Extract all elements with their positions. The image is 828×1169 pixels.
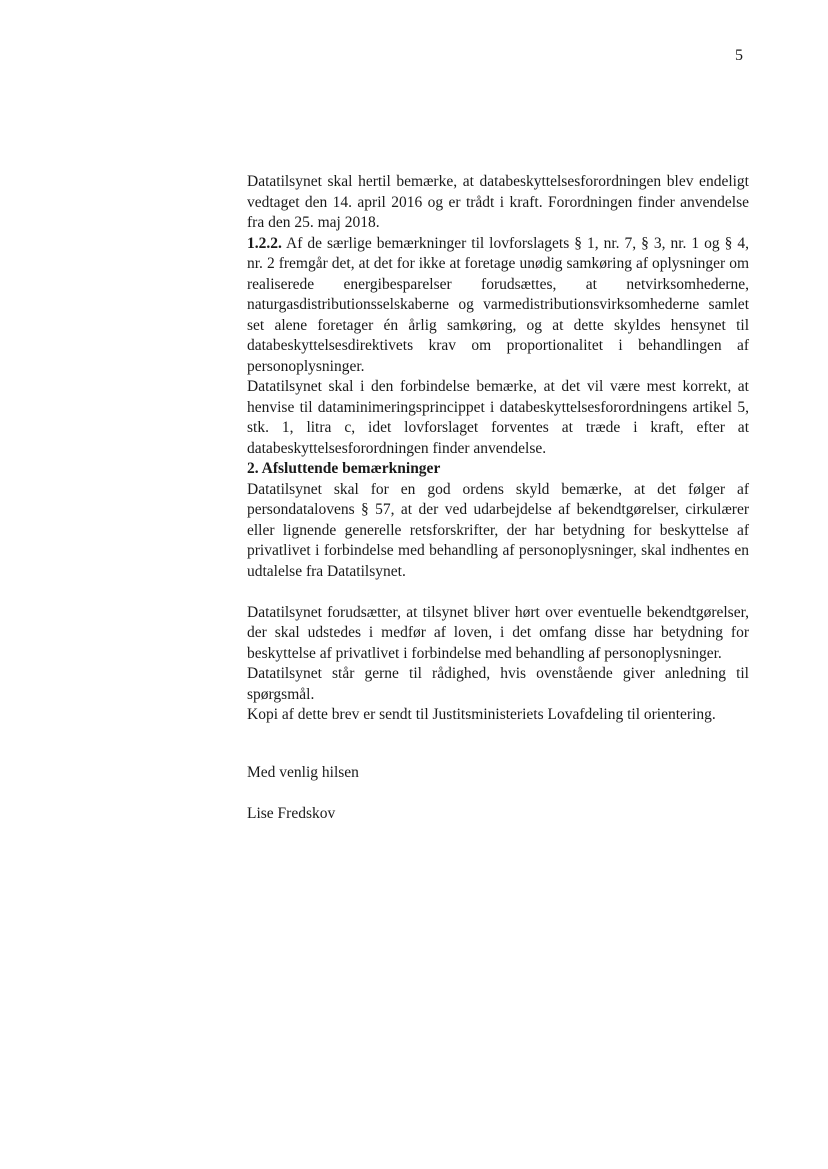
paragraph-dataminimering: Datatilsynet skal i den forbindelse bemærke, at det vil være mest korrekt, at henvise til dataminimeringsprincippet i databeskyttelsesforordningens artikel 5, stk. 1, litra c, idet lovforslaget forventes at træde i kraft, efter at databeskyttelsesforordningen finder anvendelse. <box>247 378 749 457</box>
paragraph-kopi: Kopi af dette brev er sendt til Justitsministeriets Lovafdeling til orientering. <box>247 706 716 723</box>
paragraph-raadighed: Datatilsynet står gerne til rådighed, hvis ovenstående giver anledning til spørgsmål. <box>247 665 749 703</box>
section-heading: 2. Afsluttende bemærkninger <box>247 460 441 477</box>
signature-name: Lise Fredskov <box>247 805 336 822</box>
section-closing-remarks <box>247 459 749 582</box>
section-number: 1.2.2. <box>247 234 282 252</box>
paragraph-1-2-2 <box>247 234 749 378</box>
paragraph-hoering: Datatilsynet forudsætter, at tilsynet bliver hørt over eventuelle bekendtgørelser, der skal udstedes i medfør af loven, i det omfang disse har betydning for beskyttelse af privatlivet i forbindelse med behandling af personoplysninger. <box>247 603 749 662</box>
letter-body <box>247 172 749 846</box>
paragraph-persondataloven: Datatilsynet skal for en god ordens skyld bemærke, at det følger af persondatalovens § 57, at der ved udarbejdelse af bekendtgørelser, cirkulærer eller lignende generelle retsforskrifter, der har betydning for beskyttelse af privatlivet i forbindelse med behandling af personoplysninger, skal indhentes en udtalelse fra Datatilsynet. <box>247 480 749 580</box>
paragraph-forordning: Datatilsynet skal hertil bemærke, at databeskyttelsesforordningen blev endeligt vedtaget den 14. april 2016 og er trådt i kraft. Forordningen finder anvendelse fra den 25. maj 2018. <box>247 173 749 231</box>
paragraph-1-2-2-text: Af de særlige bemærkninger til lovforslagets § 1, nr. 7, § 3, nr. 1 og § 4, nr. 2 fremgår det, at det for ikke at foretage unødig samkøring af oplysninger om realiserede energibesparelser forudsættes, at netvirksomhederne, naturgasdistributionsselskaberne og varmedistributionsvirksomhederne samlet set alene foretager én årlig samkøring, og at dette skyldes hensynet til databeskyttelsesdirektivets krav om proportionalitet i behandlingen af personoplysninger. <box>247 234 749 375</box>
closing-block <box>247 763 749 825</box>
page-number: 5 <box>735 47 743 64</box>
greeting: Med venlig hilsen <box>247 763 359 781</box>
